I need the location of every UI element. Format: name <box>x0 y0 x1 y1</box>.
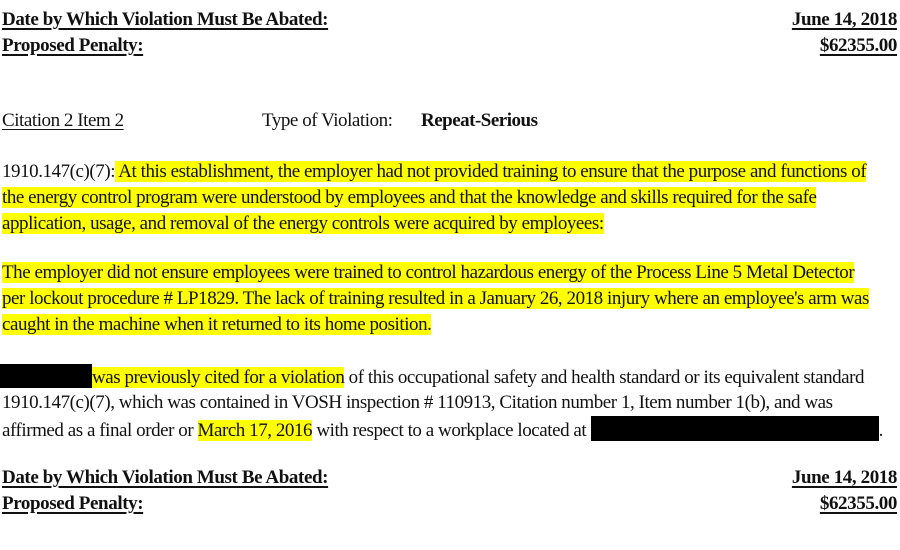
standard-reference: 1910.147(c)(7): <box>2 161 116 182</box>
penalty-label: Proposed Penalty: <box>2 35 144 56</box>
redacted-employer-name <box>0 364 92 388</box>
highlighted-text: application, usage, and removal of the energy controls were acquired by employees: <box>2 213 604 234</box>
abatement-label: Date by Which Violation Must Be Abated: <box>2 9 329 30</box>
top-abatement-row <box>2 7 328 33</box>
abatement-date: June 14, 2018 <box>791 9 897 30</box>
bottom-penalty-amount-wrap <box>820 491 897 518</box>
body-text: . <box>878 420 883 441</box>
abatement-date: June 14, 2018 <box>791 467 897 488</box>
para1-line3 <box>2 211 604 237</box>
penalty-label: Proposed Penalty: <box>2 493 144 514</box>
bottom-penalty-row <box>2 491 143 517</box>
violation-type-value: Repeat-Serious <box>421 110 538 131</box>
para1-line1 <box>2 159 866 185</box>
citation-id: Citation 2 Item 2 <box>2 110 124 131</box>
body-text: 1910.147(c)(7), which was contained in VOSH inspection # 110913, Citation number 1, Item number 1(b), and was <box>2 392 833 413</box>
penalty-amount: $62355.00 <box>819 493 897 514</box>
top-abatement-date-wrap <box>792 7 897 34</box>
top-penalty-amount-wrap <box>820 33 897 60</box>
body-text: with respect to a workplace located at <box>312 420 591 441</box>
highlighted-date: March 17, 2016 <box>197 420 313 441</box>
bottom-abatement-row <box>2 465 328 491</box>
penalty-amount: $62355.00 <box>819 35 897 56</box>
bottom-abatement-date-wrap <box>792 465 897 492</box>
abatement-label: Date by Which Violation Must Be Abated: <box>2 467 329 488</box>
highlighted-text: The employer did not ensure employees were trained to control hazardous energy of the Process Line 5 Metal Detector <box>2 262 855 283</box>
citation-row <box>2 108 124 134</box>
top-penalty-row <box>2 33 143 59</box>
para3-line3 <box>2 416 883 444</box>
para3-line2 <box>2 390 833 416</box>
para1-line2 <box>2 185 816 211</box>
para2-line1 <box>2 260 854 286</box>
body-text: of this occupational safety and health standard or its equivalent standard <box>344 367 865 388</box>
para3-line1 <box>0 364 864 391</box>
redacted-workplace-address <box>591 416 879 441</box>
highlighted-text: the energy control program were understood by employees and that the knowledge and skills required for the safe <box>2 187 817 208</box>
highlighted-text: was previously cited for a violation <box>92 367 345 388</box>
para2-line2 <box>2 286 869 312</box>
highlighted-text: per lockout procedure # LP1829. The lack of training resulted in a January 26, 2018 injury where an employee's arm was <box>2 288 869 309</box>
violation-type-label: Type of Violation: <box>262 110 393 131</box>
para2-line3 <box>2 312 431 338</box>
body-text: affirmed as a final order or <box>2 420 198 441</box>
highlighted-text: At this establishment, the employer had not provided training to ensure that the purpose and functions of <box>115 161 867 182</box>
highlighted-text: caught in the machine when it returned to its home position. <box>2 314 432 335</box>
